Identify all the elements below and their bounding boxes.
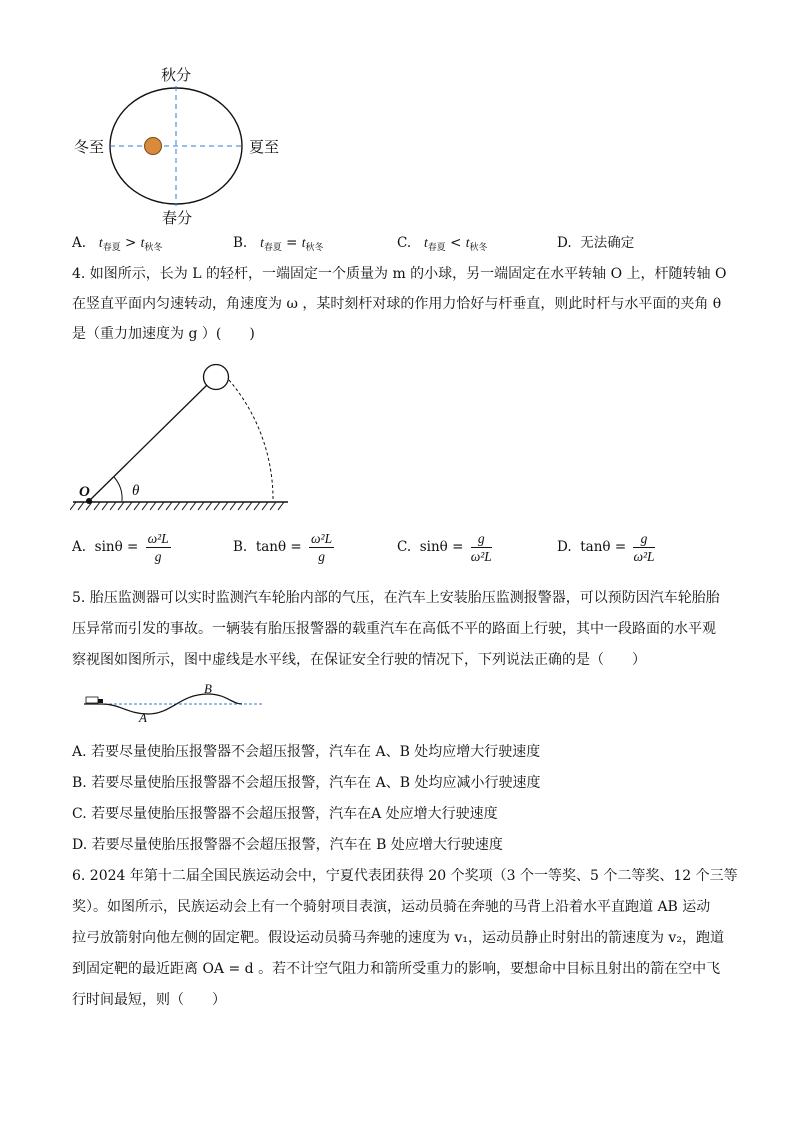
q6-stem-line-2: 奖）。如图所示，民族运动会上有一个骑射项目表演，运动员骑在奔驰的马背上沿着水平直跑道 AB 运动	[72, 899, 711, 915]
orbit-figure	[100, 70, 260, 225]
q3-option-b: B. $t_{春夏} = t_{秋冬}$	[233, 235, 324, 253]
truck-icon	[86, 697, 103, 703]
q4-stem-line-1: 4. 如图所示，长为 L 的轻杆，一端固定一个质量为 m 的小球，另一端固定在水平转轴 O 上，杆随转轴 O	[72, 266, 727, 282]
q6-stem-line-3: 拉弓放箭射向他左侧的固定靶。假设运动员骑马奔驰的速度为 v₁，运动员静止时射出的箭速度为 v₂，跑道	[72, 930, 724, 946]
q4-option-c: C. sinθ = $\frac{g}{\text{ω²L}}$	[397, 531, 492, 564]
q5-stem-line-2: 压异常而引发的事故。一辆装有胎压报警器的载重汽车在高低不平的路面上行驶，其中一段路面的水平观	[72, 621, 716, 637]
q3-option-a: A. $t_{春夏} > t_{秋冬}$	[72, 235, 163, 253]
q3-option-d: D. 无法确定	[557, 235, 635, 251]
q3-option-c: C. $t_{春夏} < t_{秋冬}$	[397, 235, 488, 253]
q4-option-d: D. tanθ = $\frac{g}{\text{ω²L}}$	[557, 531, 655, 564]
label-spring-equinox: 春分	[162, 209, 193, 227]
q6-stem-line-1: 6. 2024 年第十二届全国民族运动会中，宁夏代表团获得 20 个奖项（3 个一等奖、5 个二等奖、12 个三等	[72, 868, 738, 884]
q6-stem-line-4: 到固定靶的最近距离 OA = d 。若不计空气阻力和箭所受重力的影响，要想命中目标且射出的箭在空中飞	[72, 961, 721, 977]
q5-option-b: B. 若要尽量使胎压报警器不会超压报警，汽车在 A、B 处均应减小行驶速度	[72, 775, 541, 791]
label-summer-solstice: 夏至	[249, 138, 280, 156]
q5-option-c: C. 若要尽量使胎压报警器不会超压报警，汽车在A 处应增大行驶速度	[72, 806, 498, 822]
sun-icon	[145, 138, 162, 155]
q5-stem-line-3: 察视图如图所示，图中虚线是水平线，在保证安全行驶的情况下，下列说法正确的是（ ）	[72, 652, 646, 668]
q4-stem-line-3: 是（重力加速度为 g ）( )	[72, 326, 255, 342]
label-winter-solstice: 冬至	[74, 138, 105, 156]
circular-path-arc	[229, 380, 273, 501]
ground-hatching	[70, 502, 284, 510]
label-point-b: B	[204, 681, 212, 696]
label-point-a: A	[139, 710, 147, 725]
q5-option-a: A. 若要尽量使胎压报警器不会超压报警，汽车在 A、B 处均应增大行驶速度	[72, 744, 541, 760]
q4-option-b: B. tanθ = $\frac{\text{ω²L}}{g}$	[233, 531, 333, 564]
q5-option-d: D. 若要尽量使胎压报警器不会超压报警，汽车在 B 处应增大行驶速度	[72, 837, 503, 853]
label-pivot-o: O	[79, 484, 90, 500]
ball	[204, 365, 229, 390]
label-theta: θ	[132, 483, 140, 499]
q4-option-a: A. sinθ = $\frac{\text{ω²L}}{g}$	[72, 531, 169, 564]
rod	[89, 385, 207, 501]
label-autumn-equinox: 秋分	[161, 66, 192, 84]
q4-stem-line-2: 在竖直平面内匀速转动，角速度为 ω ，某时刻杆对球的作用力恰好与杆垂直，则此时杆与水平面的夹角 θ	[72, 296, 722, 312]
road-surface	[84, 694, 242, 714]
angle-arc	[114, 477, 122, 501]
rod-figure	[70, 360, 295, 520]
q5-stem-line-1: 5. 胎压监测器可以实时监测汽车轮胎内部的气压，在汽车上安装胎压监测报警器，可以预防因汽车轮胎胎	[72, 590, 720, 606]
q6-stem-line-5: 行时间最短，则（ ）	[72, 992, 226, 1008]
road-figure	[80, 680, 270, 725]
